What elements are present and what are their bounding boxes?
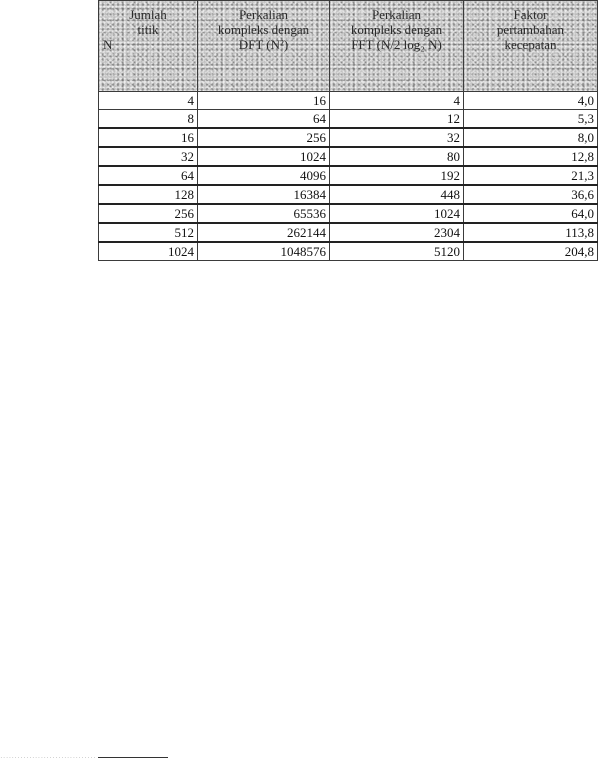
cell-faktor-kecepatan: 64,0 <box>464 204 598 223</box>
table-row <box>99 147 598 166</box>
header-line: Perkalian <box>371 7 422 22</box>
cell-perkalian-fft: 192 <box>330 166 464 185</box>
cell-faktor-kecepatan: 12,8 <box>464 147 598 166</box>
cell-faktor-kecepatan: 113,8 <box>464 223 598 242</box>
cell-faktor-kecepatan: 5,3 <box>464 110 598 129</box>
cell-perkalian-dft: 16 <box>198 92 330 110</box>
table-row <box>99 166 598 185</box>
table-row <box>99 185 598 204</box>
table-row <box>99 242 598 261</box>
cell-jumlah-titik: 512 <box>99 223 198 242</box>
cell-faktor-kecepatan: 36,6 <box>464 185 598 204</box>
table-row <box>99 223 598 242</box>
footnote-divider <box>98 757 168 758</box>
margin-scan-artifact: ................................. <box>0 754 96 759</box>
cell-faktor-kecepatan: 8,0 <box>464 128 598 147</box>
header-line: pertambahan <box>496 22 565 37</box>
table-row <box>99 204 598 223</box>
header-line: Faktor <box>513 7 548 22</box>
cell-faktor-kecepatan: 4,0 <box>464 92 598 110</box>
cell-faktor-kecepatan: 204,8 <box>464 242 598 261</box>
cell-perkalian-dft: 256 <box>198 128 330 147</box>
cell-perkalian-dft: 4096 <box>198 166 330 185</box>
table-header-row <box>99 1 598 92</box>
cell-jumlah-titik: 16 <box>99 128 198 147</box>
cell-jumlah-titik: 256 <box>99 204 198 223</box>
header-jumlah-titik <box>99 1 198 92</box>
table-container <box>98 0 597 261</box>
cell-perkalian-fft: 80 <box>330 147 464 166</box>
cell-faktor-kecepatan: 21,3 <box>464 166 598 185</box>
cell-jumlah-titik: 8 <box>99 110 198 129</box>
header-line: Jumlah <box>129 7 167 22</box>
header-line: titik <box>137 22 159 37</box>
header-line: N <box>103 37 113 52</box>
cell-jumlah-titik: 1024 <box>99 242 198 261</box>
cell-perkalian-fft: 2304 <box>330 223 464 242</box>
cell-perkalian-dft: 1024 <box>198 147 330 166</box>
header-line: kecepatan <box>504 37 557 52</box>
cell-perkalian-dft: 1048576 <box>198 242 330 261</box>
cell-jumlah-titik: 4 <box>99 92 198 110</box>
header-faktor-kecepatan <box>464 1 598 92</box>
dft-fft-comparison-table <box>98 0 598 261</box>
cell-perkalian-fft: 12 <box>330 110 464 129</box>
cell-perkalian-fft: 4 <box>330 92 464 110</box>
header-perkalian-fft <box>330 1 464 92</box>
cell-perkalian-fft: 32 <box>330 128 464 147</box>
header-line: FFT (N/2 log₂ N) <box>351 37 442 52</box>
header-line: kompleks dengan <box>350 22 443 37</box>
header-line: DFT (N²) <box>238 37 289 52</box>
table-row <box>99 92 598 110</box>
header-perkalian-dft <box>198 1 330 92</box>
cell-perkalian-fft: 1024 <box>330 204 464 223</box>
table-row <box>99 110 598 129</box>
cell-jumlah-titik: 128 <box>99 185 198 204</box>
cell-perkalian-fft: 448 <box>330 185 464 204</box>
cell-perkalian-dft: 262144 <box>198 223 330 242</box>
table-row <box>99 128 598 147</box>
cell-perkalian-dft: 16384 <box>198 185 330 204</box>
cell-jumlah-titik: 32 <box>99 147 198 166</box>
cell-perkalian-dft: 64 <box>198 110 330 129</box>
header-line: kompleks dengan <box>217 22 310 37</box>
header-line: Perkalian <box>238 7 289 22</box>
cell-perkalian-fft: 5120 <box>330 242 464 261</box>
cell-jumlah-titik: 64 <box>99 166 198 185</box>
cell-perkalian-dft: 65536 <box>198 204 330 223</box>
